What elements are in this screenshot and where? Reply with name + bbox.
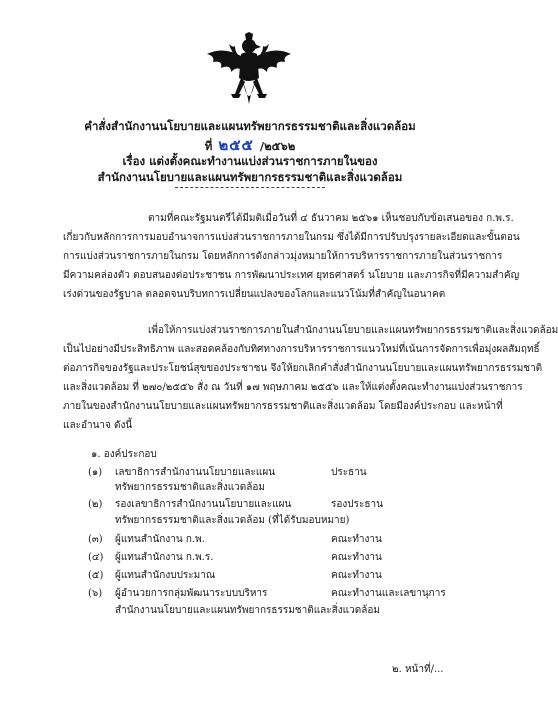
member-name-cont: ทรัพยากรธรรมชาติและสิ่งแวดล้อม <box>115 482 265 493</box>
section-heading: ๑. องค์ประกอบ <box>91 449 157 460</box>
garuda-emblem-icon <box>205 32 293 112</box>
para1-line: เร่งด่วนของรัฐบาล ตลอดจนบริบทการเปลี่ยนแปลงของโลกและแนวโน้มที่สำคัญในอนาคต <box>63 289 446 300</box>
member-number: (๑) <box>88 467 103 478</box>
member-number: (๖) <box>88 588 103 599</box>
para2-line: และสิ่งแวดล้อม ที่ ๒๗๐/๒๕๕๖ สั่ง ณ วันที่ ๑๗ พฤษภาคม ๒๕๕๖ และให้แต่งตั้งคณะทำงานแบ่งส่วนราชการ <box>63 382 523 393</box>
para1-line: การแบ่งส่วนราชการภายในกรม โดยหลักการดังกล่าวมุ่งหมายให้การบริหารราชการภายในส่วนราชการ <box>63 251 503 262</box>
member-role: รองประธาน <box>331 499 383 510</box>
para2-line: เพื่อให้การแบ่งส่วนราชการภายในสำนักงานนโยบายและแผนทรัพยากรธรรมชาติและสิ่งแวดล้อม <box>148 325 558 336</box>
para1-line: ตามที่คณะรัฐมนตรีได้มีมติเมื่อวันที่ ๔ ธันวาคม ๒๕๖๑ เห็นชอบกับข้อเสนอของ ก.พ.ร. <box>148 213 514 224</box>
member-number: (๔) <box>88 552 104 563</box>
subject-line-1: เรื่อง แต่งตั้งคณะทำงานแบ่งส่วนราชการภายในของ <box>122 154 378 168</box>
para2-line: ภายในของสำนักงานนโยบายและแผนทรัพยากรธรรมชาติและสิ่งแวดล้อม โดยมีองค์ประกอบ และหน้าที่ <box>63 401 503 412</box>
member-name: ผู้แทนสำนักงาน ก.พ.ร. <box>115 552 214 563</box>
para1-line: มีความคล่องตัว ตอบสนองต่อประชาชน การพัฒนาประเทศ ยุทธศาสตร์ นโยบาย และภารกิจที่มีความสำคัญ <box>63 270 520 281</box>
subject-line-2: สำนักงานนโยบายและแผนทรัพยากรธรรมชาติและสิ่งแวดล้อม <box>97 170 403 184</box>
member-role: คณะทำงาน <box>331 570 382 581</box>
member-role: คณะทำงาน <box>331 552 382 563</box>
member-name: รองเลขาธิการสำนักงานนโยบายและแผน <box>115 499 292 510</box>
member-role: คณะทำงานและเลขานุการ <box>331 588 446 599</box>
member-number: (๒) <box>88 499 103 510</box>
member-name: เลขาธิการสำนักงานนโยบายและแผน <box>115 467 276 478</box>
member-name: ผู้อำนวยการกลุ่มพัฒนาระบบบริหาร <box>115 588 268 599</box>
document-title: คำสั่งสำนักงานนโยบายและแผนทรัพยากรธรรมชาติและสิ่งแวดล้อม <box>84 119 416 133</box>
order-number: ๒๕๕ <box>218 136 254 154</box>
member-name: ผู้แทนสำนักงาน ก.พ. <box>115 534 205 545</box>
member-number: (๓) <box>88 534 103 545</box>
para2-line: และอำนาจ ดังนี้ <box>63 420 133 431</box>
member-role: คณะทำงาน <box>331 534 382 545</box>
member-name: ผู้แทนสำนักงบประมาณ <box>115 570 216 581</box>
next-page-marker: ๒. หน้าที่/... <box>392 664 444 675</box>
order-year: /๒๕๖๒ <box>259 139 296 153</box>
order-prefix: ที่ <box>204 139 213 153</box>
para1-line: เกี่ยวกับหลักการการมอบอำนาจการแบ่งส่วนราชการภายในกรม ซึ่งได้มีการปรับปรุงรายละเอียดและขั้นตอน <box>63 232 520 243</box>
separator-line <box>175 187 325 188</box>
para2-line: เป็นไปอย่างมีประสิทธิภาพ และสอดคล้องกับทิศทางการบริหารราชการแนวใหม่ที่เน้นการจัดการเพื่อมุ่งผลสัมฤทธิ์ <box>63 344 540 355</box>
member-number: (๕) <box>88 570 104 581</box>
member-name-cont: ทรัพยากรธรรมชาติและสิ่งแวดล้อม (ที่ได้รับมอบหมาย) <box>115 515 350 526</box>
member-name-cont: สำนักงานนโยบายและแผนทรัพยากรธรรมชาติและสิ่งแวดล้อม <box>115 605 380 616</box>
para2-line: ต่อภารกิจของรัฐและประโยชน์สุขของประชาชน จึงให้ยกเลิกคำสั่งสำนักงานนโยบายและแผนทรัพยากรธรรมชาติ <box>63 363 543 374</box>
member-role: ประธาน <box>331 467 367 478</box>
